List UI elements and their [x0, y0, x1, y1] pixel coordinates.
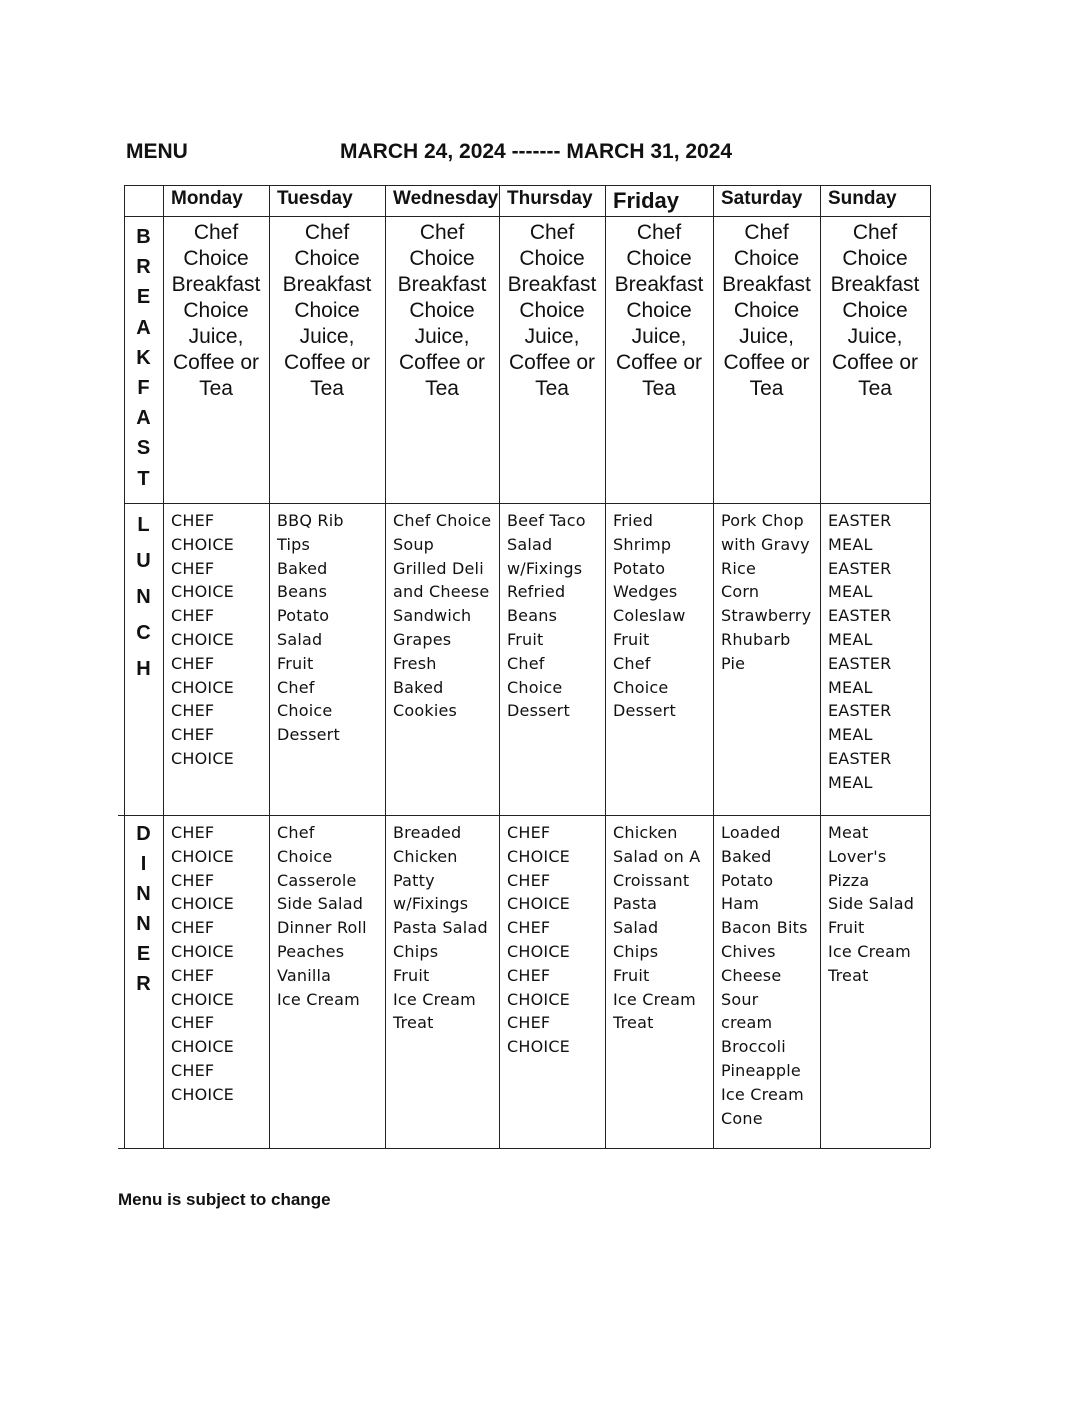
day-name: Wednesday	[393, 188, 499, 209]
breakfast-item: Coffee or	[173, 351, 259, 374]
breakfast-item: Juice,	[631, 325, 687, 348]
day-header-friday	[605, 185, 713, 216]
breakfast-item: Chef	[304, 221, 350, 244]
meal-letter: E	[136, 286, 151, 309]
lunch-item: w/Fixings	[507, 558, 583, 578]
dinner-item: CHEF	[171, 1013, 215, 1033]
dinner-item: Cheese	[721, 965, 782, 985]
dinner-item: Ice Cream	[613, 989, 696, 1009]
meal-letter: U	[136, 550, 151, 572]
lunch-item: Grilled Deli	[393, 558, 484, 578]
meal-letter: A	[136, 316, 151, 339]
lunch-item: MEAL	[828, 677, 873, 697]
breakfast-item: Tea	[749, 377, 784, 400]
lunch-item: EASTER	[828, 748, 892, 768]
dinner-item: Salad	[613, 918, 659, 938]
breakfast-item: Chef	[744, 221, 789, 244]
lunch-item: Choice	[613, 677, 669, 697]
lunch-item: Chef Choice	[393, 511, 492, 530]
dinner-item: CHOICE	[507, 941, 570, 961]
lunch-item: Fruit	[277, 653, 314, 673]
breakfast-item: Choice	[733, 299, 800, 322]
breakfast-item: Juice,	[739, 325, 794, 348]
day-name: Sunday	[828, 188, 897, 209]
dinner-item: CHEF	[507, 823, 551, 842]
breakfast-item: Choice	[183, 299, 249, 322]
lunch-item: Shrimp	[613, 534, 672, 554]
meal-letter: E	[136, 943, 151, 965]
lunch-item: Baked	[277, 558, 328, 578]
day-header-thursday	[499, 185, 605, 216]
breakfast-item: Chef	[419, 221, 465, 244]
lunch-item: Chef	[277, 677, 315, 697]
dinner-item: Potato	[721, 870, 774, 890]
dinner-cell-thursday	[499, 815, 605, 1148]
lunch-item: CHOICE	[171, 629, 234, 649]
breakfast-cell-friday	[605, 216, 713, 503]
dinner-item: CHOICE	[171, 1084, 234, 1104]
lunch-item: BBQ Rib	[277, 511, 344, 530]
dinner-item: Peaches	[277, 941, 345, 961]
breakfast-item: Tea	[310, 377, 344, 400]
breakfast-item: Tea	[199, 377, 233, 400]
meal-letter: D	[136, 823, 151, 845]
breakfast-item: Breakfast	[282, 273, 372, 296]
lunch-cell-thursday	[499, 503, 605, 815]
dinner-item: CHOICE	[507, 846, 570, 866]
lunch-item: Sandwich	[393, 606, 472, 626]
lunch-item: EASTER	[828, 558, 892, 578]
dinner-item: CHOICE	[171, 941, 234, 961]
lunch-item: MEAL	[828, 725, 873, 745]
lunch-item: with Gravy	[721, 534, 810, 554]
dinner-item: CHEF	[171, 870, 215, 890]
lunch-item: Tips	[277, 534, 311, 554]
dinner-item: Bacon Bits	[721, 918, 808, 938]
dinner-item: Fruit	[613, 965, 650, 985]
meal-letter: A	[136, 407, 151, 430]
breakfast-item: Tea	[858, 377, 892, 400]
lunch-item: Chef	[613, 653, 651, 673]
breakfast-item: Breakfast	[614, 273, 704, 296]
breakfast-item: Choice	[626, 299, 692, 322]
meal-letter: N	[136, 913, 151, 935]
dinner-item: Pasta	[613, 894, 658, 914]
dinner-item: CHOICE	[171, 989, 234, 1009]
breakfast-item: Chef	[852, 221, 898, 244]
breakfast-item: Choice	[519, 247, 585, 270]
dinner-item: CHEF	[507, 1013, 551, 1033]
lunch-item: Choice	[507, 677, 563, 697]
breakfast-cell-thursday	[499, 216, 605, 503]
dinner-item: Loaded	[721, 823, 781, 842]
meal-label-breakfast	[124, 216, 163, 503]
breakfast-item: Breakfast	[507, 273, 597, 296]
meal-letter: B	[136, 226, 151, 248]
breakfast-item: Choice	[626, 247, 692, 270]
breakfast-item: Choice	[294, 247, 360, 270]
lunch-item: CHOICE	[171, 748, 234, 768]
dinner-item: Chips	[393, 941, 439, 961]
lunch-item: CHOICE	[171, 534, 234, 554]
dinner-cell-saturday	[713, 815, 820, 1148]
breakfast-cell-monday	[163, 216, 269, 503]
breakfast-item: Choice	[409, 247, 475, 270]
breakfast-item: Coffee or	[284, 351, 370, 374]
lunch-item: Beans	[277, 582, 328, 602]
lunch-item: Potato	[613, 558, 666, 578]
dinner-item: Chives	[721, 941, 776, 961]
dinner-item: CHEF	[171, 1060, 215, 1080]
dinner-item: CHEF	[507, 918, 551, 938]
dinner-item: CHOICE	[507, 1037, 570, 1057]
dinner-item: Pineapple	[721, 1060, 801, 1080]
lunch-item: Salad	[507, 534, 553, 554]
breakfast-item: Coffee or	[832, 351, 918, 374]
breakfast-item: Juice,	[524, 325, 580, 348]
dinner-item: Broccoli	[721, 1037, 786, 1057]
lunch-item: MEAL	[828, 582, 873, 602]
lunch-item: Pork Chop	[721, 511, 804, 530]
breakfast-item: Choice	[519, 299, 585, 322]
breakfast-item: Choice	[842, 299, 908, 322]
dinner-item: Treat	[828, 965, 869, 985]
meal-letter: L	[137, 514, 150, 536]
dinner-item: Meat	[828, 823, 869, 842]
breakfast-item: Tea	[535, 377, 569, 400]
dinner-item: Chef	[277, 823, 315, 842]
lunch-item: Dessert	[507, 701, 570, 721]
meal-label-lunch	[124, 503, 163, 815]
meal-letter: R	[136, 973, 151, 995]
lunch-item: CHOICE	[171, 582, 234, 602]
lunch-item: Salad	[277, 629, 323, 649]
breakfast-item: Chef	[636, 221, 682, 244]
dinner-item: Treat	[393, 1013, 434, 1033]
lunch-item: EASTER	[828, 701, 892, 721]
dinner-cell-tuesday	[269, 815, 385, 1148]
meal-letter: K	[136, 346, 151, 369]
lunch-item: Wedges	[613, 582, 678, 602]
lunch-item: MEAL	[828, 629, 873, 649]
dinner-item: Vanilla	[277, 965, 332, 985]
meal-letter: C	[136, 622, 151, 644]
dinner-item: Casserole	[277, 870, 357, 890]
menu-title: MENU	[126, 140, 188, 163]
meal-letter: N	[136, 586, 151, 608]
meal-letter: I	[140, 853, 147, 875]
lunch-item: EASTER	[828, 511, 892, 530]
lunch-item: EASTER	[828, 606, 892, 626]
dinner-item: Salad on A	[613, 846, 701, 866]
lunch-item: Corn	[721, 582, 760, 602]
date-range: MARCH 24, 2024 ------- MARCH 31, 2024	[340, 140, 733, 163]
dinner-item: CHOICE	[171, 1037, 234, 1057]
meal-letter: F	[137, 377, 150, 400]
dinner-item: Ice Cream	[393, 989, 476, 1009]
dinner-item: Lover's	[828, 846, 887, 866]
lunch-item: CHEF	[171, 653, 215, 673]
breakfast-item: Coffee or	[399, 351, 485, 374]
breakfast-cell-tuesday	[269, 216, 385, 503]
breakfast-item: Choice	[842, 247, 908, 270]
lunch-item: CHEF	[171, 725, 215, 745]
lunch-item: Fruit	[507, 629, 544, 649]
dinner-item: cream	[721, 1013, 773, 1033]
lunch-item: Rhubarb	[721, 629, 791, 649]
lunch-cell-saturday	[713, 503, 820, 815]
breakfast-item: Breakfast	[722, 273, 811, 296]
lunch-item: Fried	[613, 511, 654, 530]
lunch-cell-tuesday	[269, 503, 385, 815]
dinner-item: Chips	[613, 941, 659, 961]
dinner-item: CHEF	[507, 870, 551, 890]
dinner-item: CHOICE	[507, 989, 570, 1009]
breakfast-item: Breakfast	[397, 273, 487, 296]
breakfast-item: Breakfast	[171, 273, 261, 296]
lunch-item: CHOICE	[171, 677, 234, 697]
lunch-item: CHEF	[171, 558, 215, 578]
lunch-item: Baked	[393, 677, 444, 697]
day-name: Monday	[171, 188, 243, 209]
dinner-item: Pizza	[828, 870, 870, 890]
row-divider	[118, 1148, 930, 1149]
dinner-item: Pasta Salad	[393, 918, 488, 938]
dinner-item: CHOICE	[171, 894, 234, 914]
dinner-item: CHOICE	[507, 894, 570, 914]
lunch-item: Grapes	[393, 629, 452, 649]
breakfast-cell-saturday	[713, 216, 820, 503]
breakfast-item: Tea	[425, 377, 459, 400]
breakfast-item: Choice	[733, 247, 800, 270]
day-header-tuesday	[269, 185, 385, 216]
breakfast-item: Juice,	[847, 325, 903, 348]
day-header-saturday	[713, 185, 820, 216]
dinner-item: Ice Cream	[828, 941, 911, 961]
lunch-cell-wednesday	[385, 503, 499, 815]
dinner-item: Chicken	[613, 823, 678, 842]
dinner-item: Choice	[277, 846, 333, 866]
lunch-item: Cookies	[393, 701, 458, 721]
lunch-item: Dessert	[277, 725, 340, 745]
meal-letter: R	[136, 256, 151, 279]
meal-letter: H	[136, 658, 151, 680]
day-name: Saturday	[721, 188, 803, 209]
dinner-cell-monday	[163, 815, 269, 1148]
lunch-cell-monday	[163, 503, 269, 815]
breakfast-item: Juice,	[188, 325, 244, 348]
lunch-item: CHEF	[171, 606, 215, 626]
day-header-sunday	[820, 185, 930, 216]
dinner-item: CHEF	[171, 965, 215, 985]
breakfast-item: Coffee or	[616, 351, 702, 374]
day-header-monday	[163, 185, 269, 216]
breakfast-item: Coffee or	[723, 351, 810, 374]
lunch-item: Potato	[277, 606, 330, 626]
lunch-item: CHEF	[171, 511, 215, 530]
dinner-cell-friday	[605, 815, 713, 1148]
dinner-item: Side Salad	[277, 894, 364, 914]
breakfast-item: Juice,	[414, 325, 470, 348]
dinner-item: Fruit	[828, 918, 865, 938]
dinner-item: Sour	[721, 989, 759, 1009]
breakfast-cell-wednesday	[385, 216, 499, 503]
lunch-item: Choice	[277, 701, 333, 721]
dinner-item: CHEF	[171, 823, 215, 842]
day-name: Tuesday	[277, 188, 353, 209]
breakfast-item: Choice	[409, 299, 475, 322]
dinner-cell-wednesday	[385, 815, 499, 1148]
breakfast-item: Breakfast	[830, 273, 920, 296]
breakfast-cell-sunday	[820, 216, 930, 503]
dinner-item: Dinner Roll	[277, 918, 367, 938]
meal-letter: N	[136, 883, 151, 905]
breakfast-item: Chef	[529, 221, 575, 244]
lunch-item: MEAL	[828, 534, 873, 554]
lunch-cell-friday	[605, 503, 713, 815]
breakfast-item: Choice	[294, 299, 360, 322]
dinner-item: CHEF	[507, 965, 551, 985]
dinner-item: w/Fixings	[393, 894, 469, 914]
breakfast-item: Juice,	[299, 325, 355, 348]
meal-label-dinner	[124, 815, 163, 1148]
breakfast-item: Tea	[642, 377, 676, 400]
dinner-item: Breaded	[393, 823, 462, 842]
breakfast-item: Coffee or	[509, 351, 595, 374]
dinner-item: Ham	[721, 894, 760, 914]
dinner-cell-sunday	[820, 815, 930, 1148]
lunch-item: Fruit	[613, 629, 650, 649]
lunch-item: Chef	[507, 653, 545, 673]
lunch-item: MEAL	[828, 772, 873, 792]
lunch-item: Strawberry	[721, 606, 812, 626]
lunch-cell-sunday	[820, 503, 930, 815]
dinner-item: Baked	[721, 846, 772, 866]
day-name: Friday	[613, 188, 680, 213]
breakfast-item: Chef	[193, 221, 239, 244]
breakfast-item: Choice	[183, 247, 249, 270]
lunch-item: Refried	[507, 582, 566, 602]
dinner-item: Fruit	[393, 965, 430, 985]
day-name: Thursday	[507, 188, 593, 209]
lunch-item: Fresh	[393, 653, 437, 673]
dinner-item: Ice Cream	[721, 1084, 804, 1104]
lunch-item: Beef Taco	[507, 511, 586, 530]
column-divider	[930, 185, 931, 1148]
dinner-item: Treat	[613, 1013, 654, 1033]
day-header-wednesday	[385, 185, 499, 216]
lunch-item: Beans	[507, 606, 558, 626]
lunch-item: Rice	[721, 558, 757, 578]
dinner-item: CHEF	[171, 918, 215, 938]
dinner-item: Croissant	[613, 870, 690, 890]
footer-note: Menu is subject to change	[118, 1190, 331, 1209]
dinner-item: Side Salad	[828, 894, 915, 914]
dinner-item: Cone	[721, 1108, 763, 1128]
lunch-item: Pie	[721, 653, 746, 673]
dinner-item: Chicken	[393, 846, 458, 866]
lunch-item: Soup	[393, 534, 435, 554]
dinner-item: Patty	[393, 870, 435, 890]
dinner-item: Ice Cream	[277, 989, 360, 1009]
meal-letter: T	[137, 467, 150, 490]
lunch-item: CHEF	[171, 701, 215, 721]
dinner-item: CHOICE	[171, 846, 234, 866]
lunch-item: and Cheese	[393, 582, 490, 602]
meal-letter: S	[136, 437, 151, 460]
lunch-item: EASTER	[828, 653, 892, 673]
lunch-item: Coleslaw	[613, 606, 686, 626]
lunch-item: Dessert	[613, 701, 676, 721]
